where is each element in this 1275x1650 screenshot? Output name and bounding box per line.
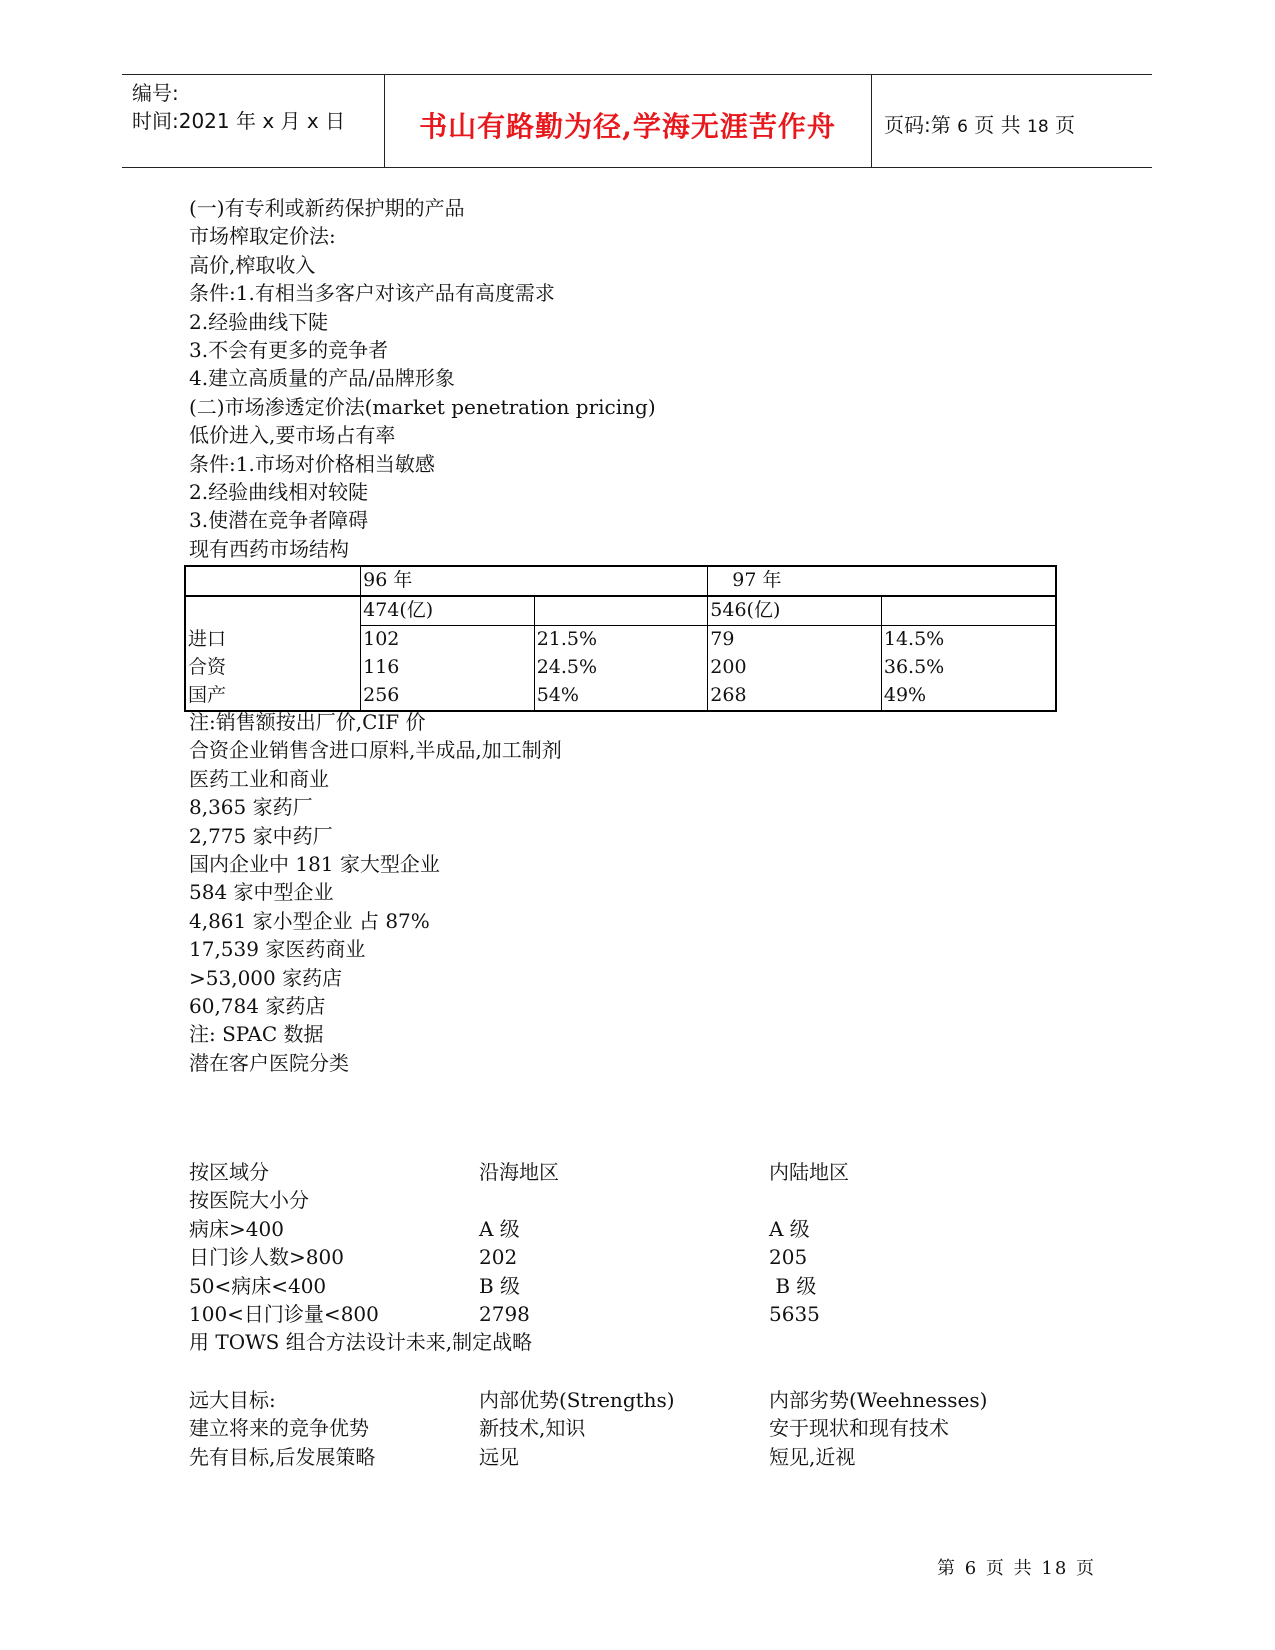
text-line: 国内企业中 181 家大型企业 bbox=[189, 851, 440, 876]
table-cell: 36.5% bbox=[881, 654, 1056, 682]
text-line: 584 家中型企业 bbox=[189, 880, 334, 905]
tows-grid bbox=[189, 1386, 1109, 1471]
table-row bbox=[185, 682, 1056, 711]
text-line: (一)有专利或新药保护期的产品 bbox=[189, 196, 465, 220]
text-line: 4.建立高质量的产品/品牌形象 bbox=[189, 366, 455, 391]
text-line: 合资企业销售含进口原料,半成品,加工制剂 bbox=[189, 738, 562, 763]
text-line: 条件:1.市场对价格相当敏感 bbox=[189, 451, 435, 476]
list-item: 先有目标,后发展策略 远见 短见,近视 bbox=[189, 1444, 856, 1469]
page-header bbox=[122, 74, 1152, 168]
table-cell: 200 bbox=[708, 654, 882, 682]
table-cell: 116 bbox=[361, 654, 535, 682]
text-line: 8,365 家药厂 bbox=[189, 795, 313, 820]
text-line: 注: SPAC 数据 bbox=[189, 1022, 324, 1047]
text-line: >53,000 家药店 bbox=[189, 965, 343, 990]
list-item: 病床>400 A 级 A 级 bbox=[189, 1216, 810, 1241]
hospital-classification bbox=[189, 1158, 1109, 1357]
market-structure-table bbox=[184, 565, 1057, 712]
table-cell: 21.5% bbox=[534, 626, 708, 655]
row-label: 国产 bbox=[185, 682, 361, 711]
body-text-2 bbox=[189, 708, 562, 1077]
header-divider bbox=[871, 75, 872, 167]
text-line: 3.使潜在竞争者障碍 bbox=[189, 508, 369, 533]
table-cell: 49% bbox=[881, 682, 1056, 711]
motto: 书山有路勤为径,学海无涯苦作舟 bbox=[419, 110, 836, 143]
text-line: 3.不会有更多的竞争者 bbox=[189, 337, 389, 362]
text-line: 市场榨取定价法: bbox=[189, 224, 336, 249]
text-line: 2.经验曲线相对较陡 bbox=[189, 479, 369, 504]
list-item: 按区域分 沿海地区 内陆地区 bbox=[189, 1160, 849, 1184]
footer-page-number: 第 6 页 共 18 页 bbox=[937, 1558, 1097, 1579]
text-line: 医药工业和商业 bbox=[189, 766, 329, 791]
list-item: 按医院大小分 bbox=[189, 1188, 309, 1213]
header-page-indicator: 页码:第 6 页 共 18 页 bbox=[884, 113, 1076, 137]
number-label: 编号: bbox=[132, 81, 179, 105]
text-line: 60,784 家药店 bbox=[189, 993, 326, 1018]
table-cell: 54% bbox=[534, 682, 708, 711]
table-cell bbox=[881, 596, 1056, 626]
table-cell: 24.5% bbox=[534, 654, 708, 682]
text-line: 潜在客户医院分类 bbox=[189, 1050, 349, 1075]
table-row bbox=[185, 626, 1056, 655]
table-cell bbox=[185, 566, 361, 596]
table-cell bbox=[534, 596, 708, 626]
text-line: 现有西药市场结构 bbox=[189, 536, 349, 561]
list-item: 建立将来的竞争优势 新技术,知识 安于现状和现有技术 bbox=[189, 1416, 949, 1441]
text-line: 2.经验曲线下陡 bbox=[189, 309, 329, 334]
text-line: 条件:1.有相当多客户对该产品有高度需求 bbox=[189, 281, 555, 306]
header-meta bbox=[132, 79, 345, 135]
table-cell: 14.5% bbox=[881, 626, 1056, 655]
tows-line: 用 TOWS 组合方法设计未来,制定战略 bbox=[189, 1330, 533, 1355]
text-line: 17,539 家医药商业 bbox=[189, 937, 366, 962]
total-97: 546(亿) bbox=[708, 596, 882, 626]
table-row bbox=[185, 596, 1056, 626]
row-label: 合资 bbox=[185, 654, 361, 682]
text-line: (二)市场渗透定价法(market penetration pricing) bbox=[189, 394, 656, 419]
table-cell: 102 bbox=[361, 626, 535, 655]
table-cell: 256 bbox=[361, 682, 535, 711]
list-item: 远大目标: 内部优势(Strengths) 内部劣势(Weehnesses) bbox=[189, 1388, 988, 1412]
list-item: 100<日门诊量<800 2798 5635 bbox=[189, 1301, 820, 1326]
time-label: 时间:2021 年 x 月 x 日 bbox=[132, 109, 346, 133]
table-cell: 79 bbox=[708, 626, 882, 655]
total-96: 474(亿) bbox=[361, 596, 535, 626]
text-line: 2,775 家中药厂 bbox=[189, 823, 333, 848]
text-line: 注:销售额按出厂价,CIF 价 bbox=[189, 710, 426, 734]
text-line: 低价进入,要市场占有率 bbox=[189, 423, 396, 448]
body-text bbox=[189, 194, 656, 563]
text-line: 4,861 家小型企业 占 87% bbox=[189, 908, 430, 933]
table-header-row bbox=[185, 566, 1056, 596]
list-item: 50<病床<400 B 级 B 级 bbox=[189, 1273, 817, 1298]
row-label: 进口 bbox=[185, 626, 361, 655]
table-cell: 268 bbox=[708, 682, 882, 711]
year-97-header: 97 年 bbox=[708, 566, 1056, 596]
list-item: 日门诊人数>800 202 205 bbox=[189, 1245, 808, 1270]
text-line: 高价,榨取收入 bbox=[189, 252, 316, 277]
table-row bbox=[185, 654, 1056, 682]
year-96-header: 96 年 bbox=[361, 566, 708, 596]
table-cell bbox=[185, 596, 361, 626]
